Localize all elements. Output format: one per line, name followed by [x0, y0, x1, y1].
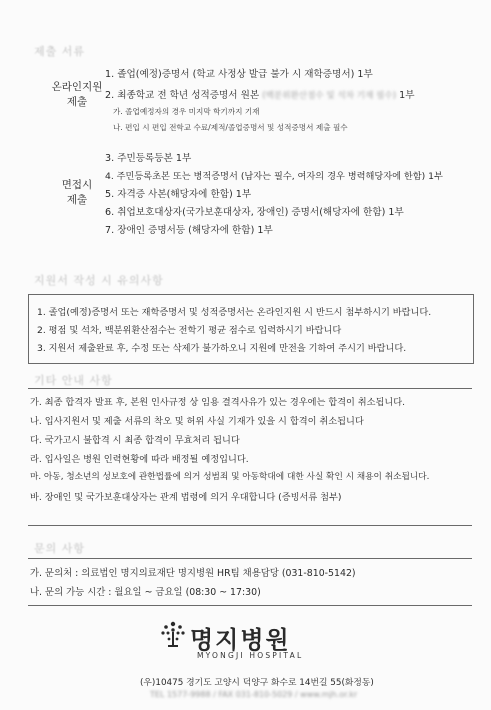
online-item-2-text: 2. 최종학교 전 학년 성적증명서 원본 — [105, 90, 260, 101]
contact-line-1: 가. 문의처 : 의료법인 명지의료재단 명지병원 HR팀 채용담당 (031-810-5142) — [30, 568, 356, 579]
other-line-da: 다. 국가고시 불합격 시 최종 합격이 무효처리 됩니다 — [30, 435, 240, 446]
section-heading-contact: 문의 사항 — [34, 542, 86, 555]
online-item-2-redacted: (백분위환산점수 및 석차 기재 필수) — [262, 91, 397, 101]
interview-label-line1: 면접시 — [61, 179, 93, 191]
hospital-logo-korean: 명지병원 — [190, 626, 291, 654]
hospital-address: (우)10475 경기도 고양시 덕양구 화수로 14번길 55(화정동) — [140, 678, 374, 688]
online-note-1: 가. 졸업예정자의 경우 미지막 학기까지 기재 — [113, 107, 260, 116]
other-line-ga: 가. 최종 합격자 발표 후, 본원 인사규정 상 임용 결격사유가 있는 경우에는 합격이 취소됩니다. — [30, 397, 406, 408]
online-label-line1: 온라인지원 — [51, 81, 103, 93]
other-notes-box — [28, 388, 472, 526]
other-line-ba: 바. 장애인 및 국가보훈대상자는 관계 법령에 의거 우대합니다 (증빙서류 첨부) — [30, 492, 342, 503]
online-item-2 — [105, 89, 415, 103]
interview-item-6: 6. 취업보호대상자(국가보훈대상자, 장애인) 증명서(해당자에 한함) 1부 — [105, 207, 404, 218]
interview-item-7: 7. 장애인 증명서등 (해당자에 한함) 1부 — [105, 225, 273, 236]
hospital-contact-info: TEL 1577-9988 / FAX 031-810-5029 / www.mjh.or.kr — [150, 690, 358, 699]
section-heading-notes: 지원서 작성 시 유의사항 — [34, 274, 164, 287]
hospital-logo-english: MYONGJI HOSPITAL — [197, 651, 304, 660]
online-label-line2: 제출 — [66, 96, 88, 108]
hospital-logo-icon — [160, 620, 186, 650]
contact-box — [28, 558, 472, 606]
notes-line-2: 2. 평점 및 석차, 백분위환산점수는 전학기 평균 점수로 입력하시기 바랍니다 — [37, 325, 342, 336]
section-heading-documents: 제출 서류 — [34, 45, 86, 58]
interview-item-4: 4. 주민등록초본 또는 병적증명서 (남자는 필수, 여자의 경우 병력해당자에 한함) 1부 — [105, 171, 443, 182]
interview-item-5: 5. 자격증 사본(해당자에 한함) 1부 — [105, 189, 252, 200]
notes-line-1: 1. 졸업(예정)증명서 또는 재학증명서 및 성적증명서는 온라인지원 시 반드시 첨부하시기 바랍니다. — [37, 307, 432, 318]
interview-item-3: 3. 주민등록등본 1부 — [105, 153, 192, 164]
interview-category-label — [42, 178, 112, 208]
other-line-ra: 라. 입사일은 병원 인력현황에 따라 배정될 예정입니다. — [30, 454, 249, 465]
other-line-na: 나. 입사지원서 및 제출 서류의 착오 및 허위 사실 기재가 있을 시 합격이 취소됩니다 — [30, 416, 364, 427]
section-heading-other: 기타 안내 사항 — [34, 374, 113, 387]
interview-label-line2: 제출 — [66, 194, 88, 206]
other-line-ma: 마. 아동, 청소년의 성보호에 관한법률에 의거 성범죄 및 아동학대에 대한 사실 확인 시 채용이 취소됩니다. — [30, 472, 430, 482]
online-note-2: 나. 편입 시 편입 전학교 수료/제적/졸업증명서 및 성적증명서 제출 필수 — [113, 123, 348, 132]
contact-line-2: 나. 문의 가능 시간 : 월요일 ~ 금요일 (08:30 ~ 17:30) — [30, 587, 261, 598]
notes-line-3: 3. 지원서 제출완료 후, 수정 또는 삭제가 불가하오니 지원에 만전을 기하여 주시기 바랍니다. — [37, 343, 407, 354]
online-item-2-count: 1부 — [399, 90, 415, 101]
online-item-1: 1. 졸업(예정)증명서 (학교 사정상 발급 불가 시 재학증명서) 1부 — [105, 69, 373, 80]
online-category-label — [42, 80, 112, 110]
application-notes-box — [28, 294, 474, 364]
